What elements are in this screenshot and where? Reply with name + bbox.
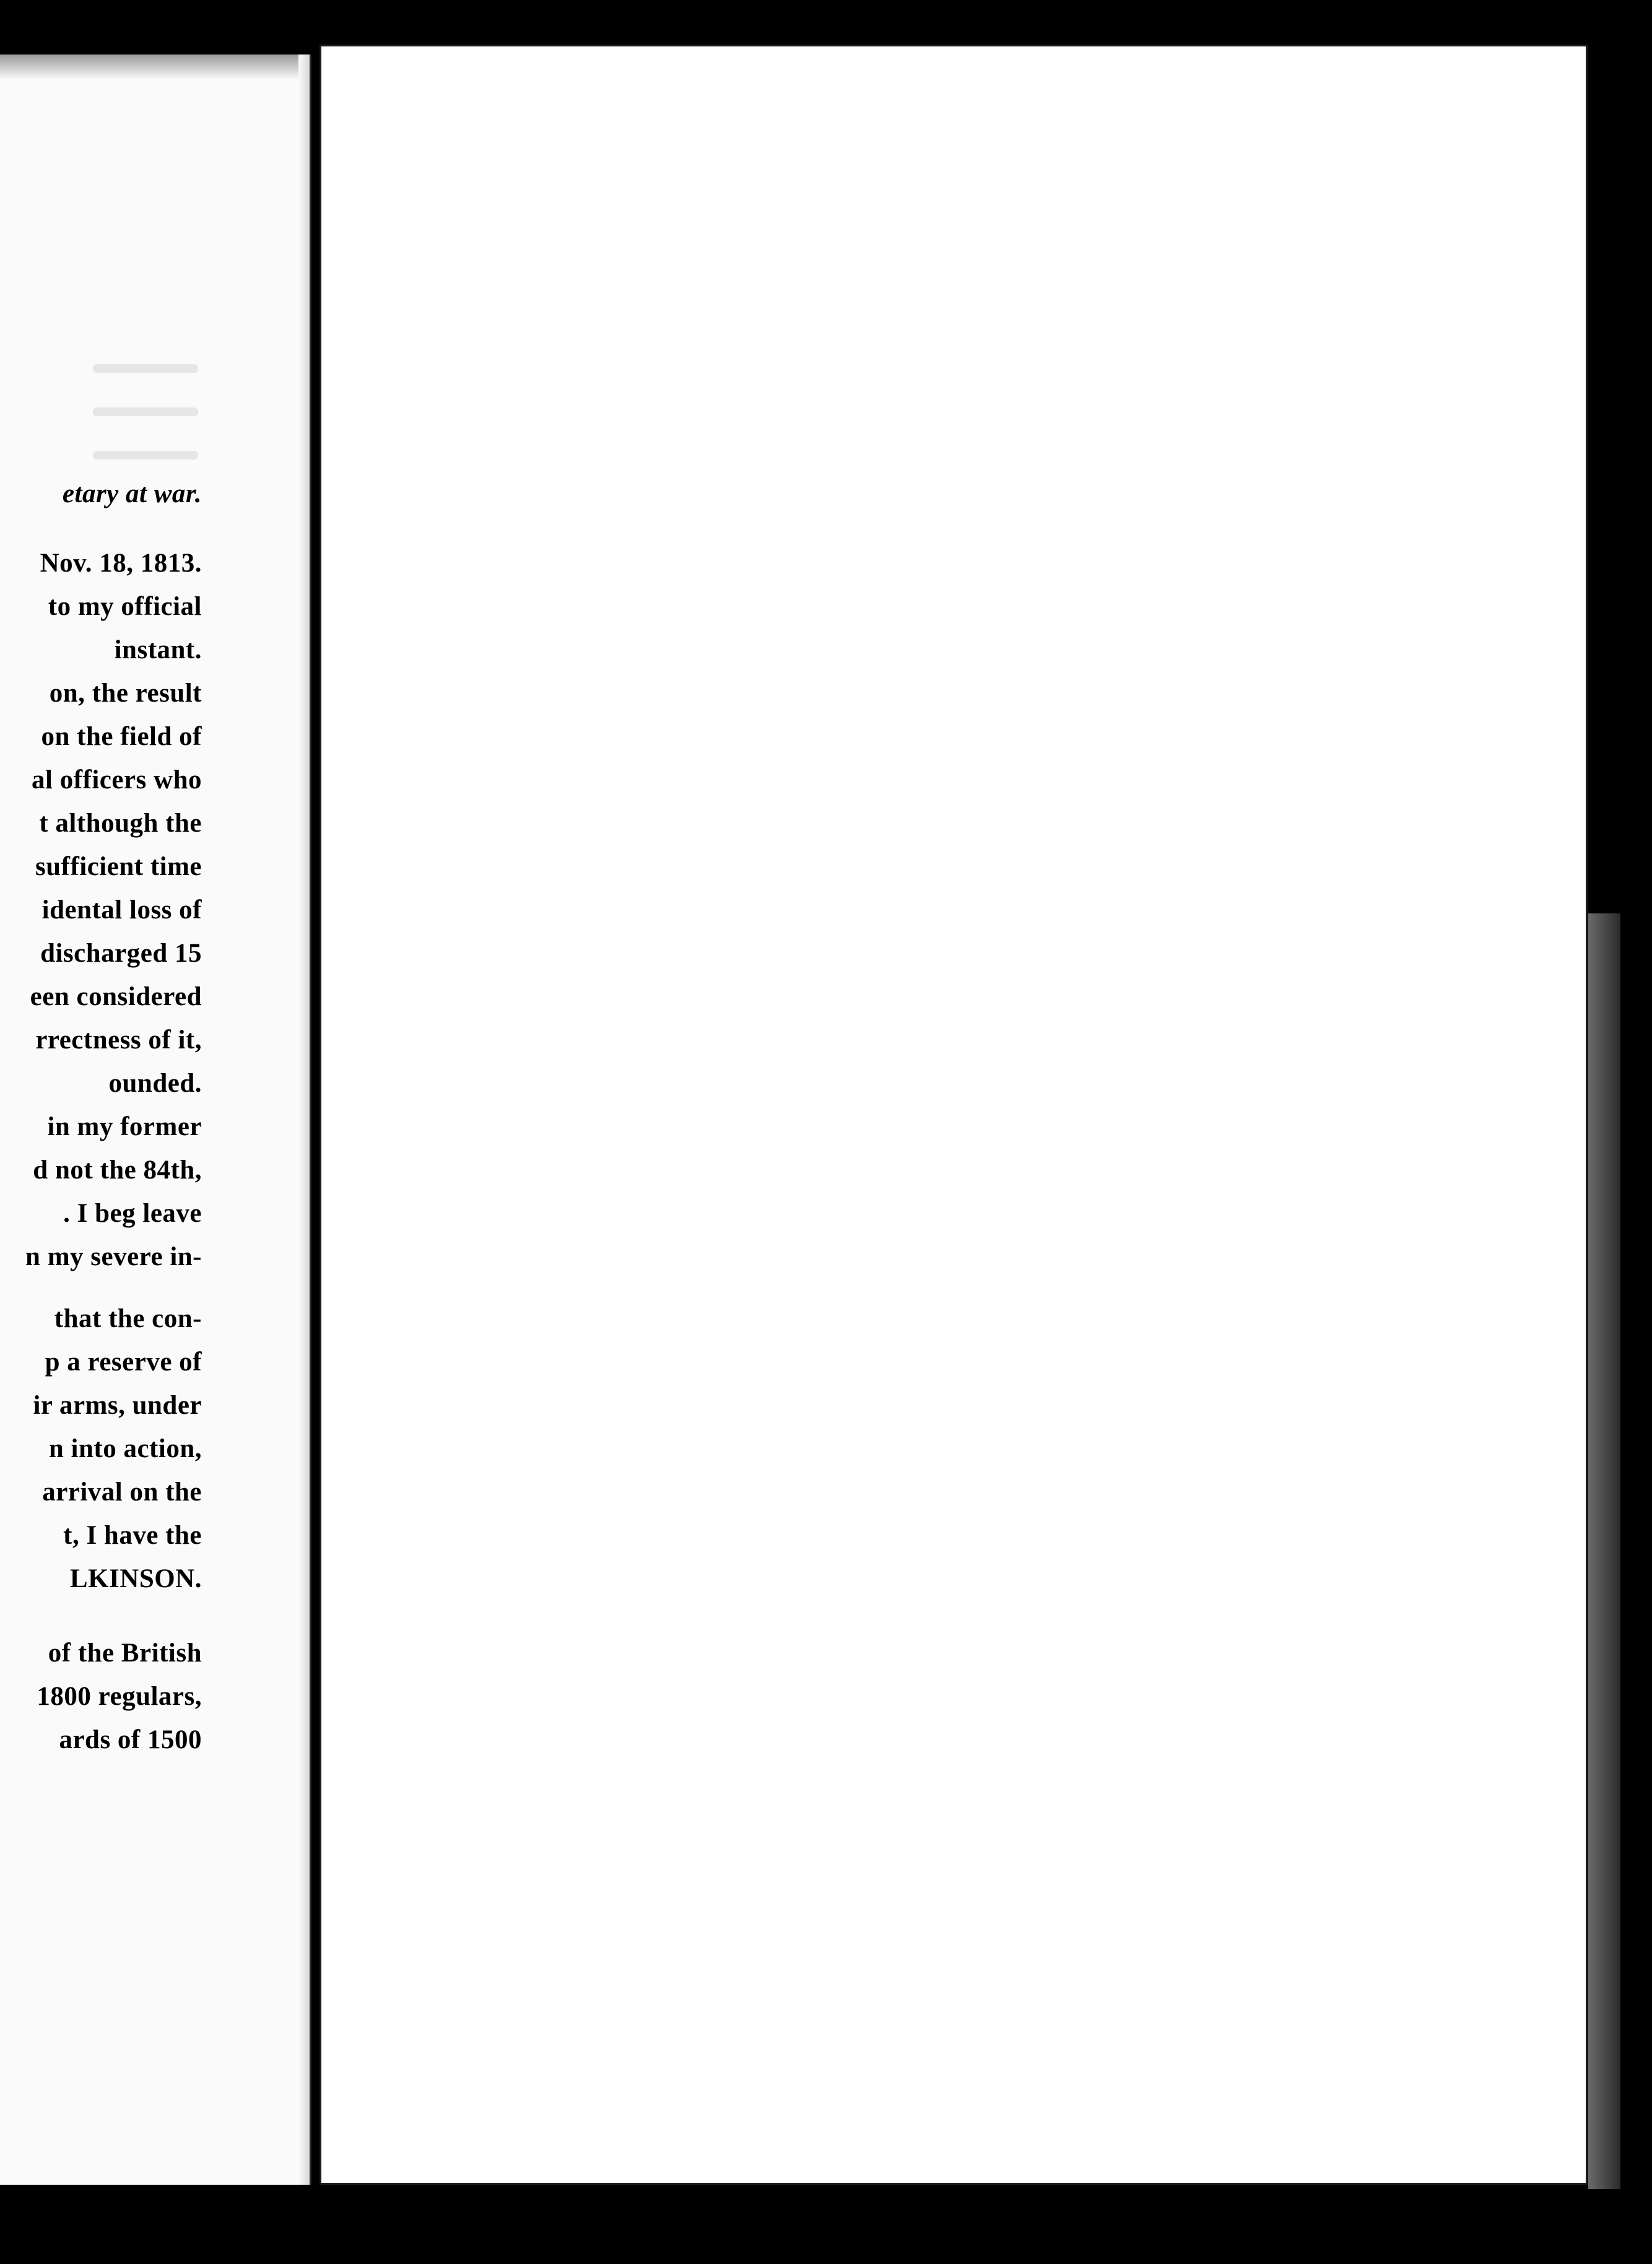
text-line: een considered [30, 982, 202, 1011]
text-line: d not the 84th, [33, 1156, 202, 1185]
text-line: ir arms, under [33, 1391, 202, 1420]
right-page-blank [320, 45, 1588, 2185]
text-line: t although the [39, 809, 202, 838]
bleed-through-mark [93, 364, 198, 373]
text-line: al officers who [32, 765, 202, 795]
page-top-shadow [0, 54, 310, 79]
text-line: on the field of [41, 722, 202, 751]
text-line: of the British [48, 1639, 202, 1668]
text-line: discharged 15 [40, 939, 202, 968]
page-edge-shadow [1588, 913, 1620, 2189]
text-line: that the con- [54, 1304, 202, 1333]
text-line: idental loss of [41, 895, 202, 925]
bleed-through-mark [93, 407, 198, 416]
text-line: n into action, [48, 1434, 202, 1463]
text-line: LKINSON. [69, 1564, 202, 1593]
text-line: arrival on the [42, 1478, 202, 1507]
bleed-through-mark [93, 451, 198, 459]
text-line: etary at war. [62, 479, 202, 508]
text-line: ounded. [108, 1069, 202, 1098]
text-line: t, I have the [63, 1521, 202, 1550]
text-line: ards of 1500 [59, 1725, 202, 1754]
text-line: instant. [114, 635, 202, 664]
text-line: in my former [47, 1112, 202, 1141]
text-line: sufficient time [35, 852, 202, 881]
text-line: Nov. 18, 1813. [40, 549, 202, 578]
text-line: to my official [48, 592, 202, 621]
page-gutter [298, 54, 310, 2185]
text-line: n my severe in- [25, 1242, 202, 1271]
text-line: . I beg leave [63, 1199, 202, 1228]
text-line: on, the result [49, 679, 202, 708]
text-line: 1800 regulars, [37, 1682, 202, 1711]
text-line: p a reserve of [45, 1348, 202, 1377]
left-page [0, 54, 311, 2185]
text-line: rrectness of it, [35, 1025, 202, 1055]
